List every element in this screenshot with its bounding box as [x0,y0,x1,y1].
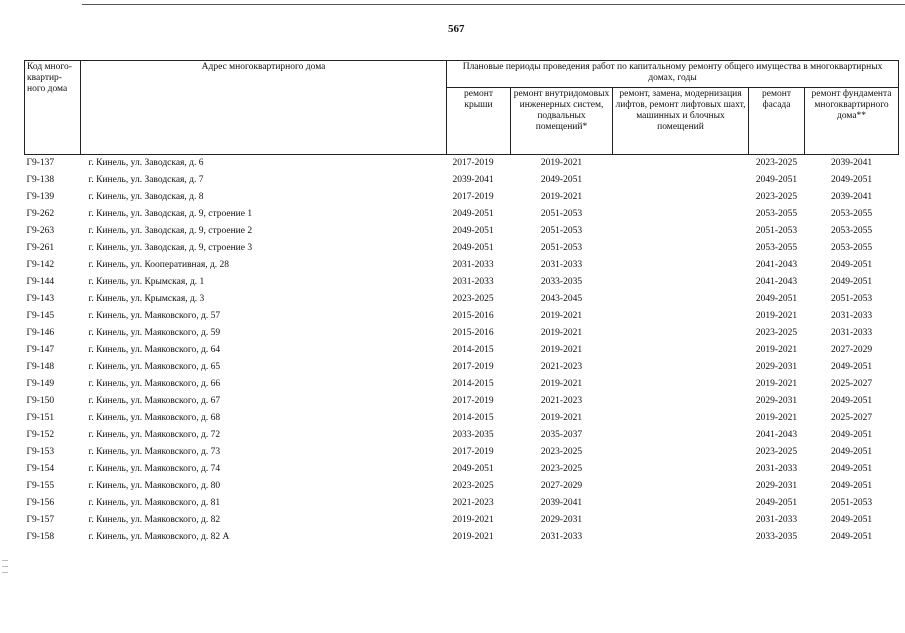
top-rule [82,4,905,5]
cell-code: Г9-153 [26,447,55,457]
cell-address: г. Кинель, ул. Маяковского, д. 66 [88,379,221,389]
cell-code: Г9-146 [26,328,55,338]
cell-address: г. Кинель, ул. Заводская, д. 9, строение 3 [88,243,253,253]
cell-foundation: 2049-2051 [830,532,873,542]
cell-elevators [613,461,749,478]
cell-elevators [613,325,749,342]
header-facade: ремонт фасада [749,88,805,155]
page-number: 567 [448,23,465,35]
table-row [25,240,899,257]
table-row [25,308,899,325]
cell-code: Г9-139 [26,192,55,202]
cell-facade: 2053-2055 [755,243,798,253]
cell-facade: 2023-2025 [755,158,798,168]
cell-facade: 2033-2035 [755,532,798,542]
cell-code: Г9-138 [26,175,55,185]
cell-foundation: 2049-2051 [830,430,873,440]
cell-code: Г9-148 [26,362,55,372]
cell-systems: 2019-2021 [540,379,583,389]
cell-roof: 2017-2019 [452,192,494,202]
cell-code: Г9-144 [26,277,55,287]
cell-code: Г9-147 [26,345,55,355]
cell-facade: 2041-2043 [755,260,798,270]
cell-code: Г9-155 [26,481,55,491]
cell-roof: 2049-2051 [452,226,494,236]
cell-elevators [613,512,749,529]
cell-facade: 2041-2043 [755,277,798,287]
cell-roof: 2023-2025 [452,294,494,304]
cell-code: Г9-263 [26,226,55,236]
cell-foundation: 2053-2055 [830,243,873,253]
scan-edge-mark [2,572,8,573]
cell-systems: 2051-2053 [540,209,583,219]
cell-facade: 2031-2033 [755,464,798,474]
table-row [25,325,899,342]
cell-elevators [613,376,749,393]
cell-systems: 2049-2051 [540,175,583,185]
table-row [25,274,899,291]
cell-facade: 2049-2051 [755,498,798,508]
cell-elevators [613,308,749,325]
cell-elevators [613,495,749,512]
cell-roof: 2019-2021 [452,532,494,542]
cell-systems: 2019-2021 [540,158,583,168]
cell-elevators [613,223,749,240]
cell-address: г. Кинель, ул. Кооперативная, д. 28 [88,260,230,270]
cell-code: Г9-137 [26,158,55,168]
cell-elevators [613,529,749,546]
cell-systems: 2043-2045 [540,294,583,304]
cell-code: Г9-156 [26,498,55,508]
cell-roof: 2039-2041 [452,175,494,185]
cell-address: г. Кинель, ул. Маяковского, д. 57 [88,311,221,321]
table-row [25,376,899,393]
cell-foundation: 2025-2027 [830,379,873,389]
cell-foundation: 2049-2051 [830,464,873,474]
cell-address: г. Кинель, ул. Заводская, д. 9, строение 2 [88,226,253,236]
cell-systems: 2019-2021 [540,192,583,202]
table-row [25,223,899,240]
cell-roof: 2017-2019 [452,447,494,457]
cell-address: г. Кинель, ул. Крымская, д. 3 [88,294,205,304]
cell-elevators [613,427,749,444]
cell-systems: 2023-2025 [540,464,583,474]
cell-code: Г9-151 [26,413,55,423]
cell-systems: 2031-2033 [540,260,583,270]
cell-facade: 2019-2021 [755,311,798,321]
table-row [25,461,899,478]
cell-roof: 2049-2051 [452,209,494,219]
cell-foundation: 2031-2033 [830,328,873,338]
cell-foundation: 2049-2051 [830,277,873,287]
scan-edge-mark [2,560,8,561]
cell-systems: 2019-2021 [540,413,583,423]
cell-facade: 2041-2043 [755,430,798,440]
cell-elevators [613,478,749,495]
cell-roof: 2049-2051 [452,243,494,253]
table-row [25,478,899,495]
cell-facade: 2049-2051 [755,175,798,185]
header-elevators: ремонт, замена, модернизация лифтов, ремонт лифтовых шахт, машинных и блочных помещений [613,88,749,155]
cell-facade: 2023-2025 [755,447,798,457]
table-row [25,206,899,223]
cell-foundation: 2049-2051 [830,481,873,491]
header-foundation: ремонт фундамента многоквартирного дома** [805,88,899,155]
cell-elevators [613,342,749,359]
cell-facade: 2019-2021 [755,379,798,389]
cell-address: г. Кинель, ул. Маяковского, д. 68 [88,413,221,423]
cell-address: г. Кинель, ул. Заводская, д. 7 [88,175,204,185]
table-row [25,444,899,461]
cell-address: г. Кинель, ул. Маяковского, д. 67 [88,396,221,406]
cell-facade: 2029-2031 [755,362,798,372]
capital-repair-table [24,60,899,546]
cell-roof: 2017-2019 [452,158,494,168]
cell-systems: 2051-2053 [540,243,583,253]
cell-roof: 2033-2035 [452,430,494,440]
cell-elevators [613,189,749,206]
cell-roof: 2021-2023 [452,498,494,508]
header-address: Адрес многоквартирного дома [81,61,447,155]
cell-elevators [613,444,749,461]
cell-elevators [613,257,749,274]
cell-foundation: 2049-2051 [830,515,873,525]
cell-roof: 2023-2025 [452,481,494,491]
cell-systems: 2027-2029 [540,481,583,491]
table-row [25,495,899,512]
header-systems: ремонт внутридомовых инженерных систем, подвальных помещений* [511,88,613,155]
cell-roof: 2015-2016 [452,311,494,321]
cell-facade: 2031-2033 [755,515,798,525]
header-periods: Плановые периоды проведения работ по капитальному ремонту общего имущества в многоквартирных домах, годы [447,61,899,88]
cell-facade: 2019-2021 [755,413,798,423]
cell-roof: 2014-2015 [452,379,494,389]
cell-roof: 2014-2015 [452,413,494,423]
cell-elevators [613,393,749,410]
cell-address: г. Кинель, ул. Маяковского, д. 59 [88,328,221,338]
cell-roof: 2031-2033 [452,277,494,287]
cell-address: г. Кинель, ул. Маяковского, д. 82 А [88,532,230,542]
cell-foundation: 2049-2051 [830,362,873,372]
table-row [25,410,899,427]
cell-systems: 2019-2021 [540,328,583,338]
cell-systems: 2035-2037 [540,430,583,440]
cell-systems: 2021-2023 [540,396,583,406]
cell-address: г. Кинель, ул. Заводская, д. 8 [88,192,204,202]
cell-foundation: 2053-2055 [830,209,873,219]
header-code: Код много-квартир-ного дома [25,61,81,155]
table-body [25,155,899,547]
table-row [25,393,899,410]
cell-code: Г9-152 [26,430,55,440]
cell-code: Г9-142 [26,260,55,270]
cell-foundation: 2025-2027 [830,413,873,423]
cell-systems: 2019-2021 [540,345,583,355]
cell-foundation: 2039-2041 [830,158,873,168]
cell-systems: 2033-2035 [540,277,583,287]
cell-roof: 2049-2051 [452,464,494,474]
cell-foundation: 2053-2055 [830,226,873,236]
cell-systems: 2019-2021 [540,311,583,321]
cell-elevators [613,172,749,189]
cell-code: Г9-262 [26,209,55,219]
cell-code: Г9-157 [26,515,55,525]
cell-address: г. Кинель, ул. Маяковского, д. 64 [88,345,221,355]
cell-roof: 2031-2033 [452,260,494,270]
cell-elevators [613,155,749,173]
cell-systems: 2039-2041 [540,498,583,508]
cell-foundation: 2049-2051 [830,447,873,457]
cell-roof: 2014-2015 [452,345,494,355]
cell-code: Г9-150 [26,396,55,406]
cell-facade: 2019-2021 [755,345,798,355]
cell-foundation: 2039-2041 [830,192,873,202]
table-row [25,291,899,308]
cell-foundation: 2031-2033 [830,311,873,321]
cell-code: Г9-158 [26,532,55,542]
cell-foundation: 2049-2051 [830,175,873,185]
cell-address: г. Кинель, ул. Маяковского, д. 80 [88,481,221,491]
cell-facade: 2029-2031 [755,481,798,491]
cell-elevators [613,359,749,376]
cell-address: г. Кинель, ул. Маяковского, д. 74 [88,464,221,474]
cell-systems: 2029-2031 [540,515,583,525]
cell-address: г. Кинель, ул. Крымская, д. 1 [88,277,205,287]
cell-facade: 2023-2025 [755,328,798,338]
table-row [25,257,899,274]
cell-facade: 2049-2051 [755,294,798,304]
cell-roof: 2015-2016 [452,328,494,338]
scan-edge-mark [2,566,8,567]
cell-code: Г9-143 [26,294,55,304]
cell-systems: 2031-2033 [540,532,583,542]
cell-elevators [613,410,749,427]
cell-systems: 2023-2025 [540,447,583,457]
cell-foundation: 2049-2051 [830,396,873,406]
cell-systems: 2021-2023 [540,362,583,372]
cell-facade: 2051-2053 [755,226,798,236]
cell-code: Г9-261 [26,243,55,253]
cell-elevators [613,291,749,308]
cell-foundation: 2051-2053 [830,498,873,508]
cell-facade: 2053-2055 [755,209,798,219]
table-row [25,342,899,359]
cell-code: Г9-149 [26,379,55,389]
table-row [25,189,899,206]
cell-address: г. Кинель, ул. Маяковского, д. 82 [88,515,221,525]
cell-elevators [613,206,749,223]
cell-address: г. Кинель, ул. Заводская, д. 6 [88,158,204,168]
cell-address: г. Кинель, ул. Маяковского, д. 72 [88,430,221,440]
cell-roof: 2019-2021 [452,515,494,525]
table-row [25,155,899,173]
cell-code: Г9-145 [26,311,55,321]
cell-foundation: 2049-2051 [830,260,873,270]
cell-foundation: 2051-2053 [830,294,873,304]
table-row [25,359,899,376]
cell-facade: 2023-2025 [755,192,798,202]
cell-roof: 2017-2019 [452,396,494,406]
header-roof: ремонт крыши [447,88,511,155]
table-row [25,512,899,529]
cell-address: г. Кинель, ул. Маяковского, д. 81 [88,498,221,508]
table-row [25,172,899,189]
cell-elevators [613,240,749,257]
cell-elevators [613,274,749,291]
cell-foundation: 2027-2029 [830,345,873,355]
cell-facade: 2029-2031 [755,396,798,406]
cell-address: г. Кинель, ул. Заводская, д. 9, строение 1 [88,209,253,219]
cell-systems: 2051-2053 [540,226,583,236]
cell-code: Г9-154 [26,464,55,474]
table-row [25,427,899,444]
cell-address: г. Кинель, ул. Маяковского, д. 65 [88,362,221,372]
table-row [25,529,899,546]
cell-address: г. Кинель, ул. Маяковского, д. 73 [88,447,221,457]
cell-roof: 2017-2019 [452,362,494,372]
